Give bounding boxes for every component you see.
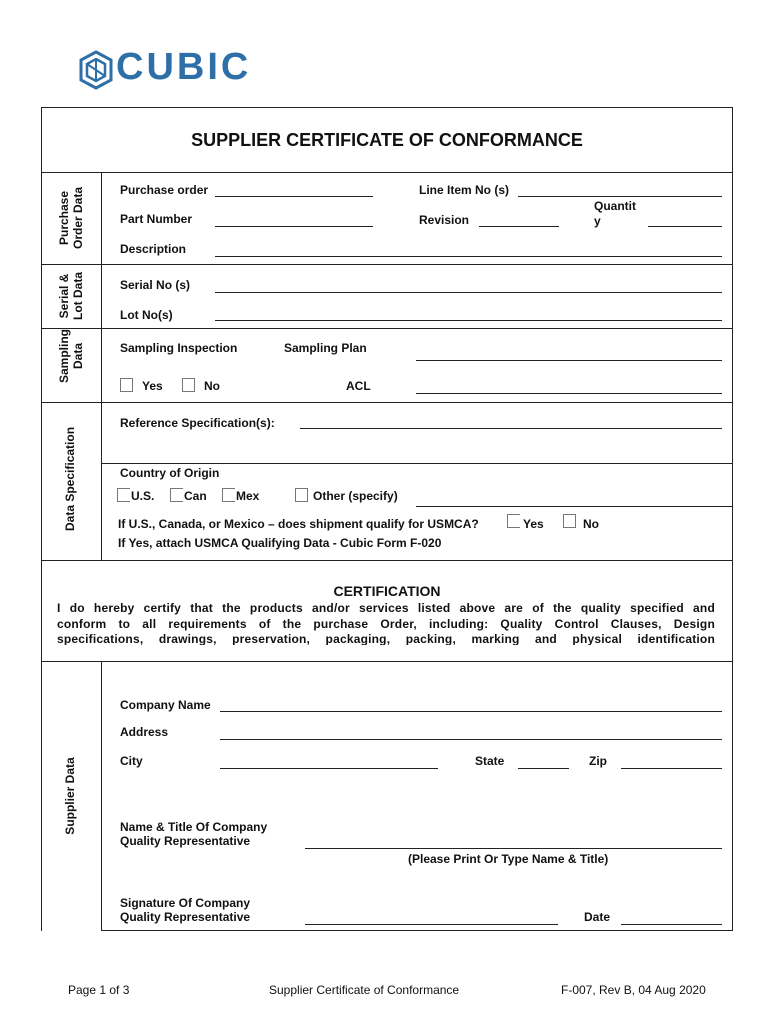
signature-label-1: Signature Of Company (120, 896, 251, 910)
usmca-note: If Yes, attach USMCA Qualifying Data - Cubic Form F-020 (118, 536, 442, 550)
mex-checkbox[interactable] (222, 488, 235, 502)
sampling-plan-field[interactable] (416, 360, 722, 361)
lot-label: Lot No(s) (120, 308, 173, 322)
usmca-yes-checkbox[interactable] (507, 514, 520, 528)
usmca-question: If U.S., Canada, or Mexico – does shipment qualify for USMCA? (118, 517, 479, 531)
usmca-no-label: No (583, 517, 599, 531)
acl-field[interactable] (416, 393, 722, 394)
cubic-emblem-icon (78, 50, 114, 90)
cubic-logo (78, 48, 278, 92)
line-item-label: Line Item No (s) (419, 183, 510, 197)
usmca-no-checkbox[interactable] (563, 514, 576, 528)
sampling-yes-label: Yes (142, 379, 163, 393)
date-field[interactable] (621, 924, 722, 925)
zip-field[interactable] (621, 768, 722, 769)
rep-name-field[interactable] (305, 848, 722, 849)
quantity-label-2: y (594, 214, 601, 228)
signature-field[interactable] (305, 924, 558, 925)
revision-label: Revision (419, 213, 470, 227)
form-frame-bottom (101, 930, 733, 931)
certification-line-2: conform to all requirements of the purchase Order, including: Quality Control Clauses, Design (57, 616, 715, 631)
certification-line-1: I do hereby certify that the products and/or services listed above are of the quality specified and (57, 601, 715, 615)
reference-spec-label: Reference Specification(s): (120, 416, 275, 430)
country-label: Country of Origin (120, 466, 220, 480)
rep-name-label-1: Name & Title Of Company (120, 820, 268, 834)
company-name-label: Company Name (120, 698, 211, 712)
certification-heading: CERTIFICATION (333, 583, 441, 599)
can-checkbox[interactable] (170, 488, 183, 502)
usmca-yes-label: Yes (523, 517, 544, 531)
signature-label-2: Quality Representative (120, 910, 251, 924)
sampling-no-checkbox[interactable] (182, 378, 195, 392)
zip-label: Zip (589, 754, 607, 768)
other-label: Other (specify) (313, 489, 398, 503)
brand-name: CUBIC (116, 46, 252, 88)
address-field[interactable] (220, 739, 722, 740)
serial-field[interactable] (215, 292, 722, 293)
part-number-field[interactable] (215, 226, 373, 227)
state-label: State (475, 754, 505, 768)
lot-field[interactable] (215, 320, 722, 321)
print-note: (Please Print Or Type Name & Title) (408, 852, 609, 866)
form-title: SUPPLIER CERTIFICATE OF CONFORMANCE (191, 130, 583, 150)
state-field[interactable] (518, 768, 569, 769)
other-field[interactable] (416, 506, 732, 507)
section-supplier: Supplier Data (63, 757, 77, 835)
sampling-yes-checkbox[interactable] (120, 378, 133, 392)
line-item-field[interactable] (518, 196, 722, 197)
serial-label: Serial No (s) (120, 278, 191, 292)
sampling-inspection-label: Sampling Inspection (120, 341, 238, 355)
quantity-label-1: Quantit (594, 199, 636, 213)
reference-spec-field[interactable] (300, 428, 722, 429)
date-label: Date (584, 910, 611, 924)
section-data-spec: Data Specification (63, 426, 77, 531)
section-purchase-order: Purchase Order Data (57, 186, 85, 250)
certification-line-3: specifications, drawings, preservation, packaging, packing, marking and physical identification (57, 632, 715, 645)
sampling-plan-label: Sampling Plan (284, 341, 367, 355)
company-name-field[interactable] (220, 711, 722, 712)
can-label: Can (184, 489, 207, 503)
part-number-label: Part Number (120, 212, 193, 226)
footer-page: Page 1 of 3 (68, 983, 130, 997)
description-field[interactable] (215, 256, 722, 257)
purchase-order-label: Purchase order (120, 183, 209, 197)
section-serial-lot: Serial & Lot Data (57, 272, 85, 320)
section-sampling: Sampling Data (57, 329, 85, 384)
acl-label: ACL (346, 379, 371, 393)
footer-doc-title: Supplier Certificate of Conformance (269, 983, 460, 997)
quantity-field[interactable] (648, 226, 722, 227)
rep-name-label-2: Quality Representative (120, 834, 251, 848)
city-label: City (120, 754, 143, 768)
footer-rev: F-007, Rev B, 04 Aug 2020 (561, 983, 706, 997)
other-checkbox[interactable] (295, 488, 308, 502)
us-label: U.S. (131, 489, 155, 503)
certification-text (57, 601, 715, 645)
us-checkbox[interactable] (117, 488, 130, 502)
purchase-order-field[interactable] (215, 196, 373, 197)
city-field[interactable] (220, 768, 438, 769)
mex-label: Mex (236, 489, 260, 503)
revision-field[interactable] (479, 226, 559, 227)
sampling-no-label: No (204, 379, 220, 393)
address-label: Address (120, 725, 169, 739)
description-label: Description (120, 242, 187, 256)
